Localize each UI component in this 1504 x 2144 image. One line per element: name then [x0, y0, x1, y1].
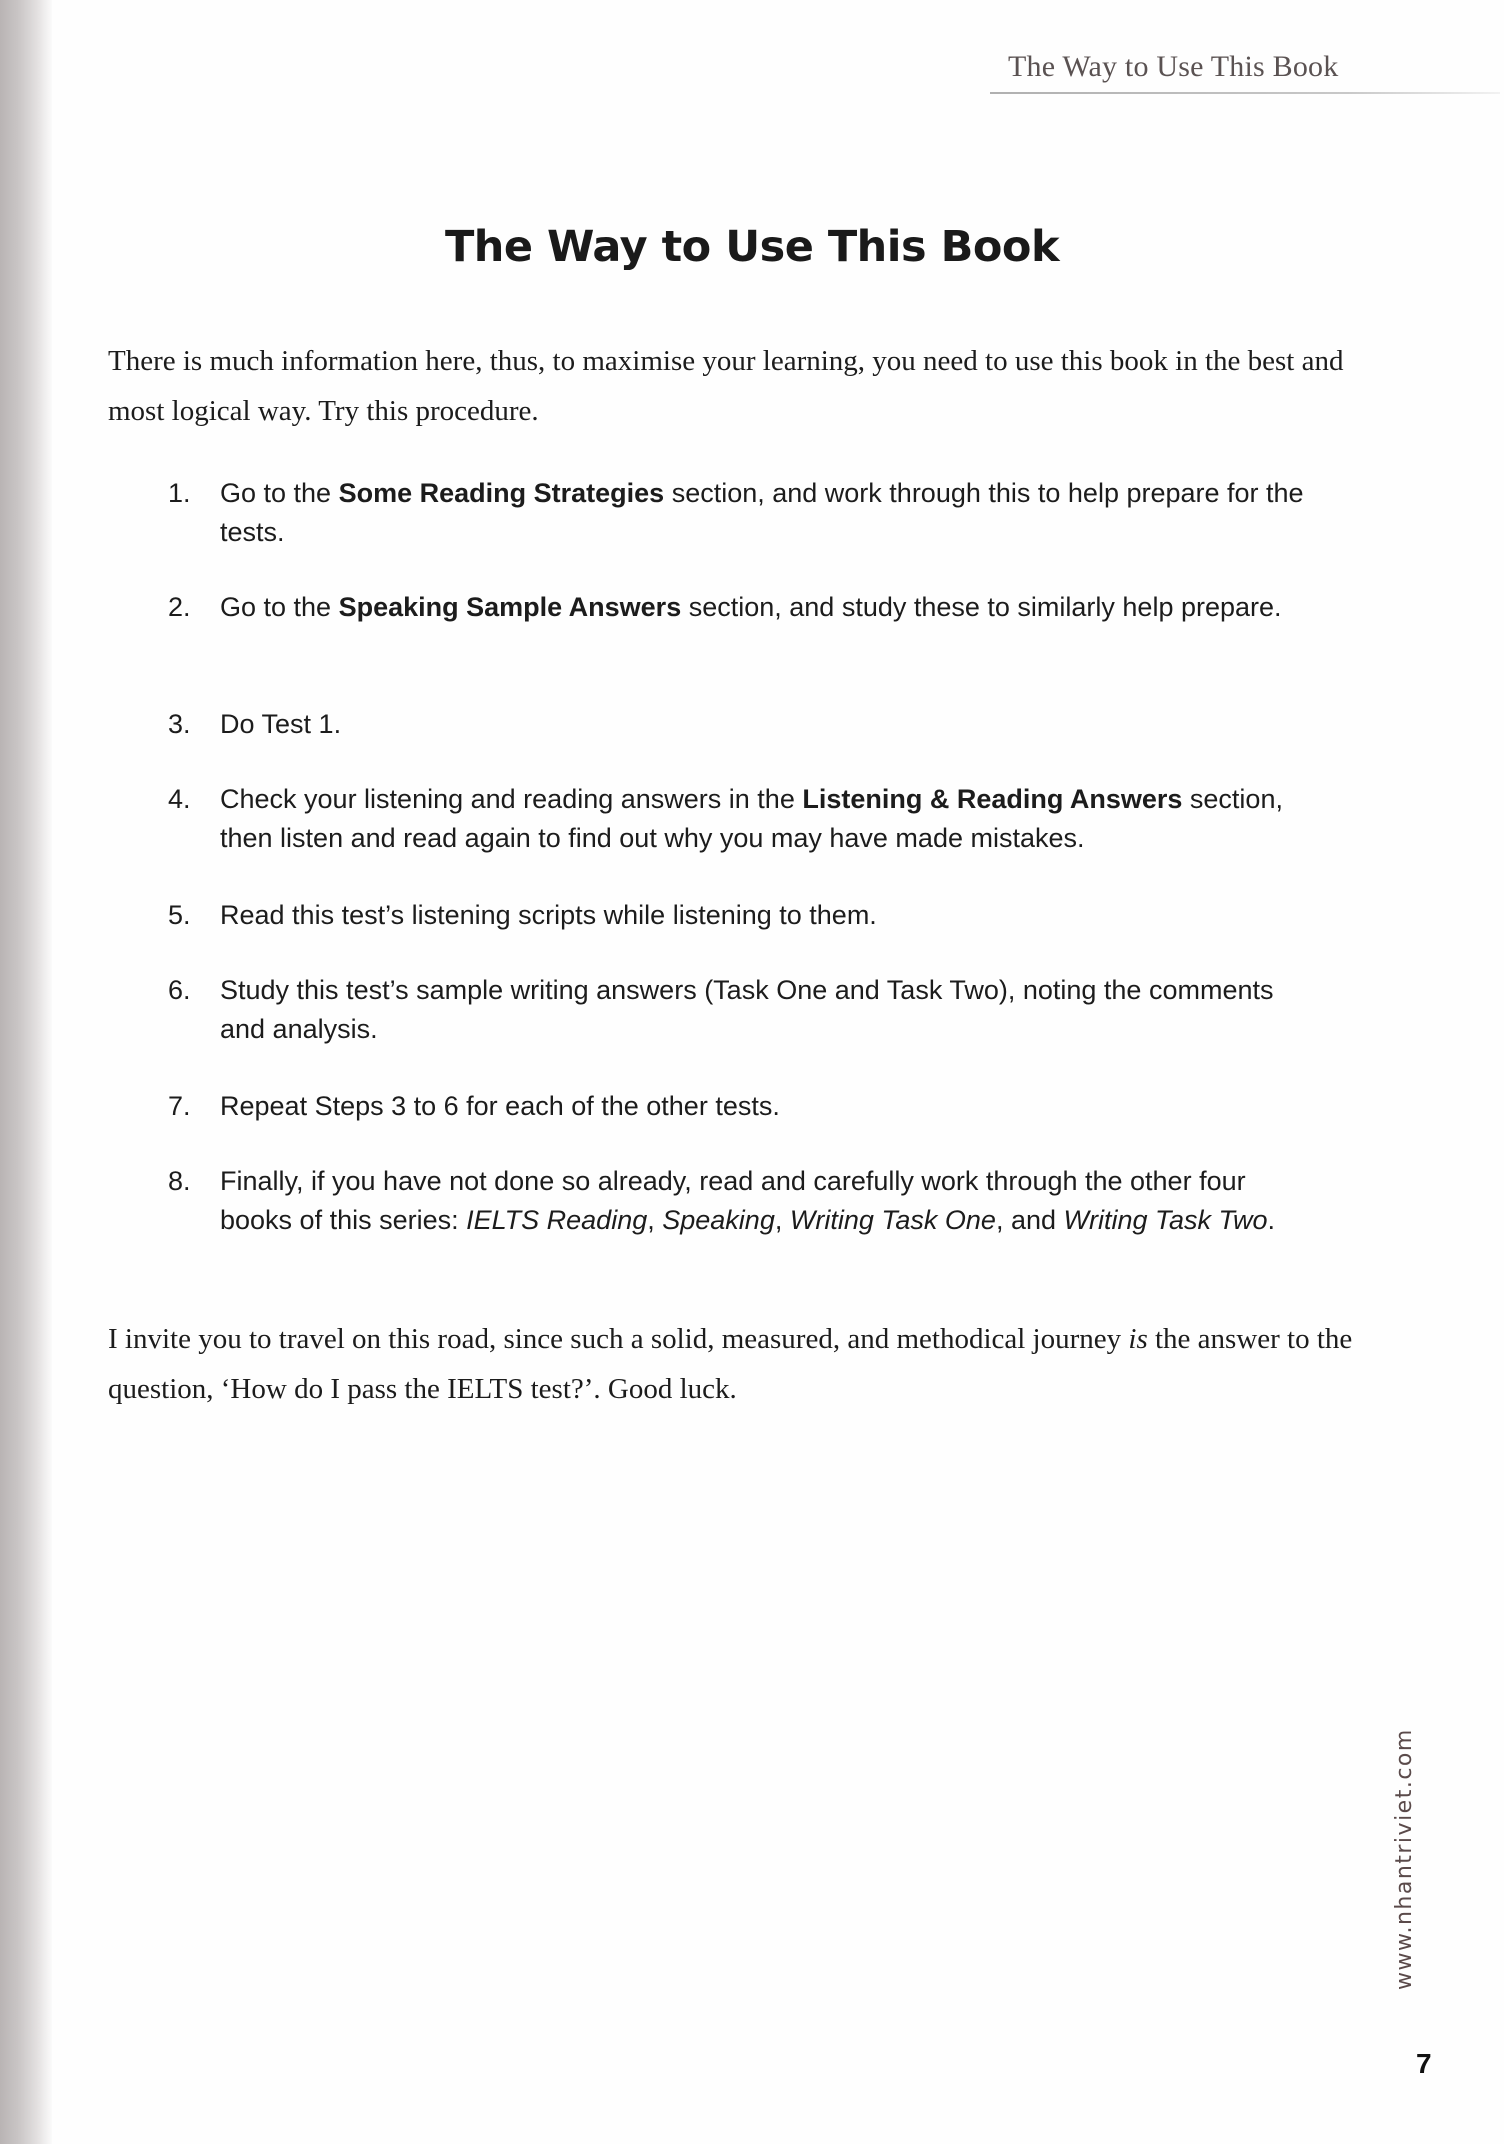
closing-text: I invite you to travel on this road, since such a solid, measured, and methodical journey: [108, 1323, 1129, 1355]
list-item-text: Read this test’s listening scripts while listening to them.: [220, 900, 877, 930]
closing-text: the answer to the question, ‘How do I pass the IELTS test?’. Good luck.: [108, 1323, 1353, 1405]
step-text: section, and work through this to help prepare for the tests.: [220, 478, 1304, 547]
list-item-text: [220, 780, 1310, 858]
book-title: Writing Task One: [789, 1205, 996, 1235]
step-text: Go to the: [220, 592, 339, 622]
list-item-text: [220, 1162, 1310, 1240]
list-item-number: 2.: [168, 592, 191, 622]
book-title: Writing Task Two: [1063, 1205, 1268, 1235]
page-title: The Way to Use This Book: [444, 222, 1060, 272]
step-text: Go to the: [220, 478, 339, 508]
list-item-number: 4.: [168, 784, 191, 814]
list-item: [168, 474, 1318, 552]
list-item-number: 7.: [168, 1091, 191, 1121]
step-text: .: [1267, 1205, 1276, 1235]
list-item: [168, 896, 1318, 935]
list-item: [168, 780, 1318, 858]
book-title: IELTS Reading: [466, 1205, 648, 1235]
list-item-text: Repeat Steps 3 to 6 for each of the other tests.: [220, 1091, 780, 1121]
section-name: Some Reading Strategies: [338, 478, 665, 508]
list-item-text: Study this test’s sample writing answers (Task One and Task Two), noting the comments and analysis.: [220, 975, 1274, 1044]
list-item-text: Do Test 1.: [220, 709, 342, 739]
section-name: Listening & Reading Answers: [802, 784, 1183, 814]
list-item-number: 6.: [168, 975, 191, 1005]
intro-paragraph: There is much information here, thus, to maximise your learning, you need to use this book in the best and most logical way. Try this procedure.: [108, 345, 1344, 427]
page-number: 7: [1416, 2048, 1432, 2079]
step-text: Check your listening and reading answers in the: [220, 784, 803, 814]
page-gutter-shadow: [0, 0, 52, 2144]
separator: , and: [995, 1205, 1064, 1235]
list-item-number: 8.: [168, 1166, 191, 1196]
step-text: section, and study these to similarly help prepare.: [681, 592, 1282, 622]
list-item: [168, 1162, 1318, 1240]
book-title: Speaking: [662, 1205, 775, 1235]
list-item: [168, 971, 1318, 1049]
list-item: [168, 1087, 1318, 1126]
step-text: section, then listen and read again to find out why you may have made mistakes.: [220, 784, 1283, 853]
list-item: [168, 705, 1318, 744]
step-text: Finally, if you have not done so already, read and carefully work through the other four books of this series:: [220, 1166, 1246, 1235]
separator: ,: [647, 1205, 663, 1235]
separator: ,: [774, 1205, 790, 1235]
emphasis: is: [1128, 1323, 1148, 1355]
publisher-url: www.nhantriviet.com: [1392, 1728, 1417, 1990]
list-item-text: [220, 474, 1310, 552]
list-item-number: 1.: [168, 478, 191, 508]
section-name: Speaking Sample Answers: [338, 592, 682, 622]
list-item: [168, 588, 1318, 627]
running-head: The Way to Use This Book: [1008, 50, 1339, 83]
closing-paragraph: [108, 1314, 1378, 1414]
list-item-number: 3.: [168, 709, 191, 739]
list-item-number: 5.: [168, 900, 191, 930]
list-item-text: [220, 588, 1310, 627]
running-head-rule: [990, 92, 1500, 94]
